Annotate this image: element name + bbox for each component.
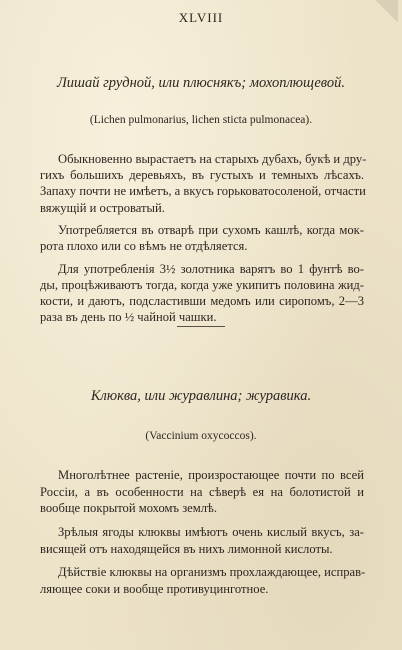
paragraph-line: ляющее соки и вообще противуцинготное. bbox=[40, 582, 269, 596]
paragraph-line: Россіи, а въ особенности на сѣверѣ ея на болотистой и bbox=[40, 485, 364, 499]
paragraph-line: вообще покрытой мохомъ землѣ. bbox=[40, 501, 217, 515]
paragraph-line: Запаху почти не имѣетъ, а вкусъ горьковатосоленой, отчасти bbox=[40, 184, 366, 198]
paragraph-line: Для употребленія 3½ золотника варятъ во 1 фунтѣ во- bbox=[58, 262, 364, 276]
paragraph-line: Дѣйствіе клюквы на организмъ прохлаждающее, исправ- bbox=[58, 565, 366, 579]
paragraph-line: Зрѣлыя ягоды клюквы имѣютъ очень кислый вкусъ, за- bbox=[58, 525, 364, 539]
paragraph-line: вяжущій и островатый. bbox=[40, 201, 165, 215]
paragraph-line: Многолѣтнее растеніе, произростающее почти по всей bbox=[58, 468, 364, 482]
page-number: XLVIII bbox=[178, 10, 224, 25]
latin-name-lichen: (Lichen pulmonarius, lichen sticta pulmonacea). bbox=[89, 114, 313, 126]
paragraph-line: Употребляется въ отварѣ при сухомъ кашлѣ, когда мок- bbox=[58, 223, 364, 237]
paragraph-line: кости, и даютъ, подсластивши медомъ или сиропомъ, 2—3 bbox=[40, 294, 364, 308]
paragraph-line: висящей отъ находящейся въ нихъ лимонной кислоты. bbox=[40, 542, 333, 556]
paragraph-line: ды, процѣживаютъ тогда, когда уже укипитъ половина жид- bbox=[40, 278, 364, 292]
section-divider bbox=[177, 326, 225, 327]
paragraph-line: раза въ день по ½ чайной чашки. bbox=[40, 310, 217, 324]
paragraph-line: Обыкновенно вырастаетъ на старыхъ дубахъ, букѣ и дру- bbox=[58, 152, 367, 166]
paragraph-line: рота плохо или со вѣмъ не отдѣляется. bbox=[40, 239, 248, 253]
latin-name-cranberry: (Vaccinium oxycoccos). bbox=[145, 430, 257, 442]
section-title-cranberry: Клюква, или журавлина; журавика. bbox=[90, 388, 312, 404]
paragraph-line: гихъ большихъ деревьяхъ, въ густыхъ и темныхъ лѣсахъ. bbox=[40, 168, 364, 182]
section-title-lichen: Лишай грудной, или плюснякъ; мохоплющевой. bbox=[56, 75, 346, 91]
